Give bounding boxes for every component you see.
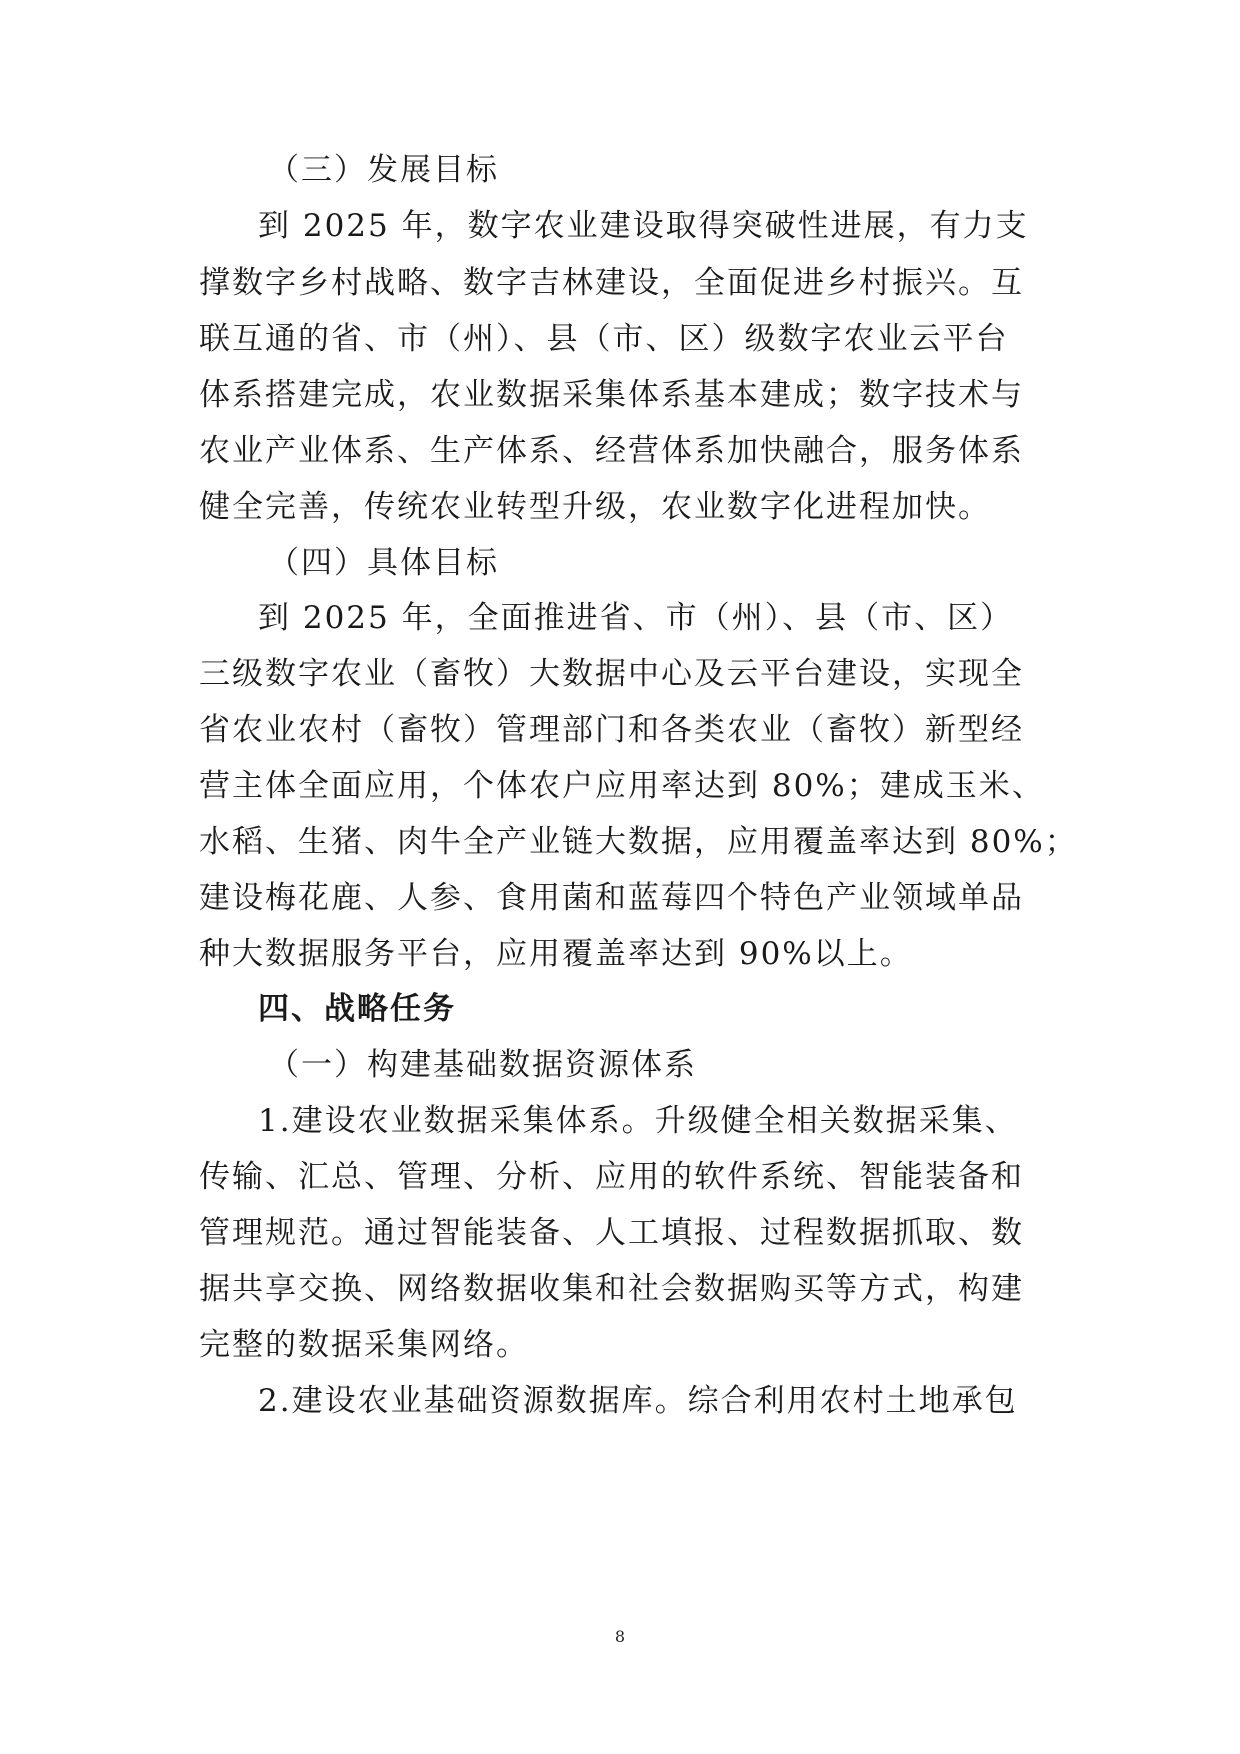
paragraph-line: 到 2025 年，数字农业建设取得突破性进展，有力支 — [258, 208, 1029, 244]
section-heading-data-resource-system: （一）构建基础数据资源体系 — [268, 1047, 697, 1083]
paragraph-line: 体系搭建完成，农业数据采集体系基本建成；数字技术与 — [199, 377, 1024, 413]
paragraph-line: 建设梅花鹿、人参、食用菌和蓝莓四个特色产业领域单品 — [199, 880, 1024, 916]
paragraph-line: 农业产业体系、生产体系、经营体系加快融合，服务体系 — [199, 433, 1024, 469]
paragraph-line: 管理规范。通过智能装备、人工填报、过程数据抓取、数 — [199, 1215, 1024, 1251]
paragraph-line: 三级数字农业（畜牧）大数据中心及云平台建设，实现全 — [199, 656, 1024, 692]
paragraph-line: 据共享交换、网络数据收集和社会数据购买等方式，构建 — [199, 1271, 1024, 1307]
paragraph-line: 完整的数据采集网络。 — [199, 1327, 529, 1363]
chapter-heading-strategic-tasks: 四、战略任务 — [258, 991, 456, 1027]
paragraph-line: 健全完善，传统农业转型升级，农业数字化进程加快。 — [199, 489, 991, 525]
paragraph-line: 营主体全面应用，个体农户应用率达到 80%；建成玉米、 — [199, 768, 1045, 804]
section-heading-specific-goals: （四）具体目标 — [268, 545, 499, 581]
page-number: 8 — [614, 1627, 626, 1646]
paragraph-line: 种大数据服务平台，应用覆盖率达到 90%以上。 — [199, 936, 913, 972]
paragraph-line: 到 2025 年，全面推进省、市（州）、县（市、区） — [258, 600, 1014, 636]
section-heading-development-goals: （三）发展目标 — [268, 152, 499, 188]
paragraph-line: 传输、汇总、管理、分析、应用的软件系统、智能装备和 — [199, 1159, 1024, 1195]
paragraph-line: 1.建设农业数据采集体系。升级健全相关数据采集、 — [258, 1103, 1018, 1139]
paragraph-line: 联互通的省、市（州）、县（市、区）级数字农业云平台 — [199, 321, 1009, 357]
paragraph-line: 撑数字乡村战略、数字吉林建设，全面促进乡村振兴。互 — [199, 265, 1024, 301]
paragraph-line: 2.建设农业基础资源数据库。综合利用农村土地承包 — [258, 1383, 1018, 1419]
paragraph-line: 水稻、生猪、肉牛全产业链大数据，应用覆盖率达到 80%； — [199, 824, 1078, 860]
paragraph-line: 省农业农村（畜牧）管理部门和各类农业（畜牧）新型经 — [199, 712, 1024, 748]
